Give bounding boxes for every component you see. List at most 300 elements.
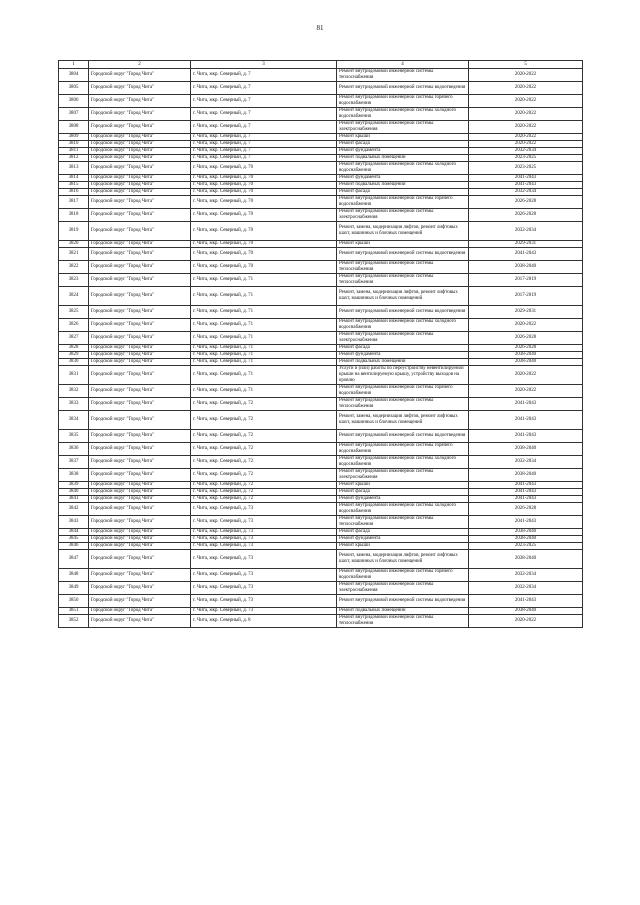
municipality-cell: Городской округ "Город Чита"	[89, 595, 191, 608]
work-type-cell: Ремонт внутридомовой инженерной системы горячего водоснабжения	[337, 196, 469, 209]
row-number: 3816	[59, 189, 89, 196]
period-cell: 2020-2022	[469, 615, 583, 628]
municipality-cell: Городской округ "Город Чита"	[89, 385, 191, 398]
period-cell: 2041-2043	[469, 430, 583, 443]
work-type-cell: Ремонт фундамента	[337, 352, 469, 359]
municipality-cell: Городской округ "Город Чита"	[89, 615, 191, 628]
period-cell: 2038-2040	[469, 443, 583, 456]
work-type-cell: Ремонт внутридомовой инженерной системы холодного водоснабжения	[337, 503, 469, 516]
period-cell: 2032-2034	[469, 189, 583, 196]
row-number: 3848	[59, 569, 89, 582]
table-row	[59, 108, 583, 121]
municipality-cell: Городской округ "Город Чита"	[89, 569, 191, 582]
work-type-cell: Ремонт крыши	[337, 241, 469, 248]
municipality-cell: Городской округ "Город Чита"	[89, 550, 191, 569]
work-type-cell: Ремонт внутридомовой инженерной системы электроснабжения	[337, 582, 469, 595]
work-type-cell: Ремонт внутридомовой инженерной системы водоотведения	[337, 306, 469, 319]
work-type-cell: Ремонт подвальных помещений	[337, 182, 469, 189]
table-row	[59, 261, 583, 274]
table-row	[59, 529, 583, 536]
table-body	[59, 61, 583, 628]
address-cell: г. Чита, мкр. Северный, д. 72	[191, 489, 337, 496]
municipality-cell: Городской округ "Город Чита"	[89, 398, 191, 411]
work-type-cell: Ремонт внутридомовой инженерной системы электроснабжения	[337, 121, 469, 134]
row-number: 3851	[59, 608, 89, 615]
municipality-cell: Городской округ "Город Чита"	[89, 366, 191, 385]
municipality-cell: Городской округ "Город Чита"	[89, 319, 191, 332]
row-number: 3830	[59, 359, 89, 366]
address-cell: г. Чита, мкр. Северный, д. 7	[191, 82, 337, 95]
row-number: 3823	[59, 274, 89, 287]
municipality-cell: Городской округ "Город Чита"	[89, 196, 191, 209]
row-number: 3822	[59, 261, 89, 274]
work-type-cell: Ремонт внутридомовой инженерной системы водоотведения	[337, 595, 469, 608]
period-cell: 2038-2040	[469, 261, 583, 274]
row-number: 3845	[59, 536, 89, 543]
table-row	[59, 543, 583, 550]
municipality-cell: Городской округ "Город Чита"	[89, 182, 191, 189]
address-cell: г. Чита, мкр. Северный, д. 73	[191, 516, 337, 529]
table-row	[59, 550, 583, 569]
table-row	[59, 175, 583, 182]
municipality-cell: Городской округ "Город Чита"	[89, 148, 191, 155]
row-number: 3809	[59, 134, 89, 141]
work-type-cell: Ремонт фасада	[337, 345, 469, 352]
work-type-cell: Ремонт внутридомовой инженерной системы водоотведения	[337, 82, 469, 95]
municipality-cell: Городской округ "Город Чита"	[89, 345, 191, 352]
table-row	[59, 141, 583, 148]
period-cell: 2020-2022	[469, 134, 583, 141]
address-cell: г. Чита, мкр. Северный, д. 72	[191, 469, 337, 482]
municipality-cell: Городской округ "Город Чита"	[89, 287, 191, 306]
work-type-cell: Ремонт внутридомовой инженерной системы водоотведения	[337, 248, 469, 261]
work-type-cell: Ремонт, замена, модернизация лифтов, ремонт лифтовых шахт, машинных и блочных помещений	[337, 222, 469, 241]
address-cell: г. Чита, мкр. Северный, д. 72	[191, 398, 337, 411]
address-cell: г. Чита, мкр. Северный, д. 7	[191, 141, 337, 148]
table-row	[59, 352, 583, 359]
period-cell: 2020-2022	[469, 121, 583, 134]
table-row	[59, 469, 583, 482]
municipality-cell: Городской округ "Город Чита"	[89, 332, 191, 345]
period-cell: 2023-2025	[469, 543, 583, 550]
work-type-cell: Ремонт фасада	[337, 489, 469, 496]
table-row	[59, 482, 583, 489]
row-number: 3817	[59, 196, 89, 209]
work-type-cell: Ремонт внутридомовой инженерной системы электроснабжения	[337, 332, 469, 345]
address-cell: г. Чита, мкр. Северный, д. 71	[191, 287, 337, 306]
address-cell: г. Чита, мкр. Северный, д. 71	[191, 274, 337, 287]
municipality-cell: Городской округ "Город Чита"	[89, 430, 191, 443]
row-number: 3806	[59, 95, 89, 108]
period-cell: 2017-2019	[469, 274, 583, 287]
table-row	[59, 69, 583, 82]
period-cell: 2041-2043	[469, 482, 583, 489]
address-cell: г. Чита, мкр. Северный, д. 70	[191, 222, 337, 241]
work-type-cell: Ремонт внутридомовой инженерной системы теплоснабжения	[337, 398, 469, 411]
address-cell: г. Чита, мкр. Северный, д. 70	[191, 261, 337, 274]
row-number: 3839	[59, 482, 89, 489]
municipality-cell: Городской округ "Город Чита"	[89, 155, 191, 162]
table-row	[59, 608, 583, 615]
table-row	[59, 345, 583, 352]
work-type-cell: Ремонт фасада	[337, 529, 469, 536]
table-row	[59, 366, 583, 385]
row-number: 3846	[59, 543, 89, 550]
table-row	[59, 516, 583, 529]
address-cell: г. Чита, мкр. Северный, д. 71	[191, 359, 337, 366]
work-type-cell: Ремонт внутридомовой инженерной системы холодного водоснабжения	[337, 319, 469, 332]
row-number: 3814	[59, 175, 89, 182]
row-number: 3835	[59, 430, 89, 443]
row-number: 3847	[59, 550, 89, 569]
period-cell: 2041-2043	[469, 489, 583, 496]
municipality-cell: Городской округ "Город Чита"	[89, 95, 191, 108]
period-cell: 2041-2043	[469, 516, 583, 529]
period-cell: 2032-2034	[469, 148, 583, 155]
table-row	[59, 248, 583, 261]
address-cell: г. Чита, мкр. Северный, д. 71	[191, 306, 337, 319]
address-cell: г. Чита, мкр. Северный, д. 70	[191, 182, 337, 189]
table-row	[59, 287, 583, 306]
work-type-cell: Ремонт внутридомовой инженерной системы горячего водоснабжения	[337, 95, 469, 108]
address-cell: г. Чита, мкр. Северный, д. 73	[191, 529, 337, 536]
row-number: 3815	[59, 182, 89, 189]
table-row	[59, 359, 583, 366]
address-cell: г. Чита, мкр. Северный, д. 72	[191, 456, 337, 469]
table-row	[59, 241, 583, 248]
row-number: 3844	[59, 529, 89, 536]
work-type-cell: Ремонт подвальных помещений	[337, 359, 469, 366]
row-number: 3810	[59, 141, 89, 148]
work-type-cell: Ремонт фундамента	[337, 536, 469, 543]
row-number: 3829	[59, 352, 89, 359]
work-type-cell: Ремонт внутридомовой инженерной системы электроснабжения	[337, 469, 469, 482]
table-row	[59, 615, 583, 628]
work-type-cell: Ремонт внутридомовой инженерной системы теплоснабжения	[337, 69, 469, 82]
row-number: 3850	[59, 595, 89, 608]
municipality-cell: Городской округ "Город Чита"	[89, 469, 191, 482]
table-row	[59, 430, 583, 443]
column-header: 2	[89, 61, 191, 69]
municipality-cell: Городской округ "Город Чита"	[89, 543, 191, 550]
municipality-cell: Городской округ "Город Чита"	[89, 503, 191, 516]
row-number: 3804	[59, 69, 89, 82]
table-row	[59, 411, 583, 430]
address-cell: г. Чита, мкр. Северный, д. 70	[191, 175, 337, 182]
work-type-cell: Ремонт фундамента	[337, 175, 469, 182]
address-cell: г. Чита, мкр. Северный, д. 70	[191, 196, 337, 209]
period-cell: 2038-2040	[469, 359, 583, 366]
table-row	[59, 196, 583, 209]
row-number: 3819	[59, 222, 89, 241]
table-row	[59, 82, 583, 95]
period-cell: 2017-2019	[469, 287, 583, 306]
period-cell: 2026-2028	[469, 209, 583, 222]
work-type-cell: Ремонт внутридомовой инженерной системы холодного водоснабжения	[337, 108, 469, 121]
column-header: 3	[191, 61, 337, 69]
municipality-cell: Городской округ "Город Чита"	[89, 482, 191, 489]
row-number: 3813	[59, 162, 89, 175]
municipality-cell: Городской округ "Город Чита"	[89, 274, 191, 287]
period-cell: 2041-2043	[469, 248, 583, 261]
address-cell: г. Чита, мкр. Северный, д. 72	[191, 482, 337, 489]
work-type-cell: Услуги и (или) работы по переустройству невентилируемой крыши на вентилируемую крышу, устройству выходов на кровлю	[337, 366, 469, 385]
period-cell: 2038-2040	[469, 529, 583, 536]
period-cell: 2023-2025	[469, 162, 583, 175]
period-cell: 2038-2040	[469, 469, 583, 482]
municipality-cell: Городской округ "Город Чита"	[89, 82, 191, 95]
table-row	[59, 319, 583, 332]
address-cell: г. Чита, мкр. Северный, д. 71	[191, 366, 337, 385]
work-type-cell: Ремонт внутридомовой инженерной системы горячего водоснабжения	[337, 385, 469, 398]
capital-repair-table	[58, 60, 583, 628]
municipality-cell: Городской округ "Город Чита"	[89, 69, 191, 82]
work-type-cell: Ремонт фундамента	[337, 148, 469, 155]
municipality-cell: Городской округ "Город Чита"	[89, 536, 191, 543]
municipality-cell: Городской округ "Город Чита"	[89, 209, 191, 222]
work-type-cell: Ремонт фасада	[337, 141, 469, 148]
row-number: 3837	[59, 456, 89, 469]
address-cell: г. Чита, мкр. Северный, д. 72	[191, 430, 337, 443]
period-cell: 2020-2022	[469, 385, 583, 398]
row-number: 3811	[59, 148, 89, 155]
row-number: 3826	[59, 319, 89, 332]
row-number: 3843	[59, 516, 89, 529]
address-cell: г. Чита, мкр. Северный, д. 73	[191, 595, 337, 608]
table-row	[59, 582, 583, 595]
work-type-cell: Ремонт подвальных помещений	[337, 155, 469, 162]
table-row	[59, 182, 583, 189]
work-type-cell: Ремонт фундамента	[337, 496, 469, 503]
table-row	[59, 148, 583, 155]
period-cell: 2038-2040	[469, 608, 583, 615]
table-row	[59, 306, 583, 319]
address-cell: г. Чита, мкр. Северный, д. 73	[191, 569, 337, 582]
period-cell: 2041-2043	[469, 175, 583, 182]
table-row	[59, 398, 583, 411]
work-type-cell: Ремонт внутридомовой инженерной системы горячего водоснабжения	[337, 443, 469, 456]
table-row	[59, 536, 583, 543]
work-type-cell: Ремонт крыши	[337, 134, 469, 141]
row-number: 3840	[59, 489, 89, 496]
work-type-cell: Ремонт крыши	[337, 543, 469, 550]
table-row	[59, 95, 583, 108]
period-cell: 2026-2028	[469, 503, 583, 516]
work-type-cell: Ремонт внутридомовой инженерной системы электроснабжения	[337, 209, 469, 222]
table-row	[59, 569, 583, 582]
table-row	[59, 222, 583, 241]
work-type-cell: Ремонт внутридомовой инженерной системы теплоснабжения	[337, 615, 469, 628]
address-cell: г. Чита, мкр. Северный, д. 7	[191, 148, 337, 155]
column-header: 1	[59, 61, 89, 69]
address-cell: г. Чита, мкр. Северный, д. 73	[191, 582, 337, 595]
period-cell: 2020-2022	[469, 69, 583, 82]
work-type-cell: Ремонт крыши	[337, 482, 469, 489]
table-row	[59, 489, 583, 496]
row-number: 3849	[59, 582, 89, 595]
work-type-cell: Ремонт, замена, модернизация лифтов, ремонт лифтовых шахт, машинных и блочных помещений	[337, 550, 469, 569]
address-cell: г. Чита, мкр. Северный, д. 70	[191, 248, 337, 261]
address-cell: г. Чита, мкр. Северный, д. 70	[191, 189, 337, 196]
table-header-row	[59, 61, 583, 69]
work-type-cell: Ремонт внутридомовой инженерной системы теплоснабжения	[337, 516, 469, 529]
municipality-cell: Городской округ "Город Чита"	[89, 352, 191, 359]
period-cell: 2032-2034	[469, 456, 583, 469]
column-header: 5	[469, 61, 583, 69]
address-cell: г. Чита, мкр. Северный, д. 70	[191, 209, 337, 222]
work-type-cell: Ремонт подвальных помещений	[337, 608, 469, 615]
address-cell: г. Чита, мкр. Северный, д. 73	[191, 608, 337, 615]
table-row	[59, 332, 583, 345]
work-type-cell: Ремонт внутридомовой инженерной системы холодного водоснабжения	[337, 162, 469, 175]
period-cell: 2038-2040	[469, 550, 583, 569]
municipality-cell: Городской округ "Город Чита"	[89, 261, 191, 274]
period-cell: 2026-2028	[469, 345, 583, 352]
address-cell: г. Чита, мкр. Северный, д. 73	[191, 536, 337, 543]
row-number: 3836	[59, 443, 89, 456]
address-cell: г. Чита, мкр. Северный, д. 7	[191, 134, 337, 141]
period-cell: 2020-2022	[469, 141, 583, 148]
table-row	[59, 209, 583, 222]
period-cell: 2041-2043	[469, 182, 583, 189]
municipality-cell: Городской округ "Город Чита"	[89, 582, 191, 595]
period-cell: 2020-2022	[469, 95, 583, 108]
address-cell: г. Чита, мкр. Северный, д. 72	[191, 496, 337, 503]
row-number: 3808	[59, 121, 89, 134]
table-row	[59, 503, 583, 516]
table-row	[59, 162, 583, 175]
table-row	[59, 443, 583, 456]
row-number: 3832	[59, 385, 89, 398]
period-cell: 2041-2043	[469, 595, 583, 608]
address-cell: г. Чита, мкр. Северный, д. 73	[191, 543, 337, 550]
period-cell: 2029-2031	[469, 306, 583, 319]
period-cell: 2020-2022	[469, 319, 583, 332]
period-cell: 2041-2043	[469, 496, 583, 503]
work-type-cell: Ремонт внутридомовой инженерной системы холодного водоснабжения	[337, 456, 469, 469]
municipality-cell: Городской округ "Город Чита"	[89, 359, 191, 366]
municipality-cell: Городской округ "Город Чита"	[89, 496, 191, 503]
work-type-cell: Ремонт внутридомовой инженерной системы теплоснабжения	[337, 261, 469, 274]
table-row	[59, 121, 583, 134]
work-type-cell: Ремонт внутридомовой инженерной системы теплоснабжения	[337, 274, 469, 287]
row-number: 3812	[59, 155, 89, 162]
work-type-cell: Ремонт внутридомовой инженерной системы водоотведения	[337, 430, 469, 443]
address-cell: г. Чита, мкр. Северный, д. 70	[191, 162, 337, 175]
municipality-cell: Городской округ "Город Чита"	[89, 121, 191, 134]
period-cell: 2026-2028	[469, 332, 583, 345]
address-cell: г. Чита, мкр. Северный, д. 70	[191, 241, 337, 248]
column-header: 4	[337, 61, 469, 69]
municipality-cell: Городской округ "Город Чита"	[89, 306, 191, 319]
address-cell: г. Чита, мкр. Северный, д. 72	[191, 443, 337, 456]
municipality-cell: Городской округ "Город Чита"	[89, 162, 191, 175]
period-cell: 2038-2040	[469, 352, 583, 359]
table-row	[59, 155, 583, 162]
municipality-cell: Городской округ "Город Чита"	[89, 443, 191, 456]
table-row	[59, 274, 583, 287]
period-cell: 2020-2022	[469, 82, 583, 95]
period-cell: 2032-2034	[469, 222, 583, 241]
table-row	[59, 496, 583, 503]
row-number: 3841	[59, 496, 89, 503]
period-cell: 2032-2034	[469, 582, 583, 595]
row-number: 3824	[59, 287, 89, 306]
address-cell: г. Чита, мкр. Северный, д. 71	[191, 319, 337, 332]
municipality-cell: Городской округ "Город Чита"	[89, 189, 191, 196]
municipality-cell: Городской округ "Город Чита"	[89, 411, 191, 430]
table-row	[59, 385, 583, 398]
work-type-cell: Ремонт фасада	[337, 189, 469, 196]
row-number: 3833	[59, 398, 89, 411]
address-cell: г. Чита, мкр. Северный, д. 7	[191, 155, 337, 162]
address-cell: г. Чита, мкр. Северный, д. 7	[191, 95, 337, 108]
address-cell: г. Чита, мкр. Северный, д. 7	[191, 69, 337, 82]
row-number: 3831	[59, 366, 89, 385]
row-number: 3834	[59, 411, 89, 430]
table-row	[59, 456, 583, 469]
table-row	[59, 189, 583, 196]
municipality-cell: Городской округ "Город Чита"	[89, 108, 191, 121]
period-cell: 2032-2034	[469, 569, 583, 582]
row-number: 3821	[59, 248, 89, 261]
municipality-cell: Городской округ "Город Чита"	[89, 489, 191, 496]
row-number: 3805	[59, 82, 89, 95]
period-cell: 2020-2022	[469, 366, 583, 385]
municipality-cell: Городской округ "Город Чита"	[89, 608, 191, 615]
row-number: 3807	[59, 108, 89, 121]
municipality-cell: Городской округ "Город Чита"	[89, 134, 191, 141]
address-cell: г. Чита, мкр. Северный, д. 8	[191, 615, 337, 628]
municipality-cell: Городской округ "Город Чита"	[89, 248, 191, 261]
row-number: 3827	[59, 332, 89, 345]
municipality-cell: Городской округ "Город Чита"	[89, 141, 191, 148]
address-cell: г. Чита, мкр. Северный, д. 7	[191, 108, 337, 121]
period-cell: 2029-2031	[469, 241, 583, 248]
address-cell: г. Чита, мкр. Северный, д. 72	[191, 411, 337, 430]
address-cell: г. Чита, мкр. Северный, д. 7	[191, 121, 337, 134]
address-cell: г. Чита, мкр. Северный, д. 71	[191, 385, 337, 398]
period-cell: 2038-2040	[469, 536, 583, 543]
municipality-cell: Городской округ "Город Чита"	[89, 456, 191, 469]
row-number: 3820	[59, 241, 89, 248]
municipality-cell: Городской округ "Город Чита"	[89, 529, 191, 536]
municipality-cell: Городской округ "Город Чита"	[89, 222, 191, 241]
row-number: 3828	[59, 345, 89, 352]
work-type-cell: Ремонт, замена, модернизация лифтов, ремонт лифтовых шахт, машинных и блочных помещений	[337, 411, 469, 430]
period-cell: 2041-2043	[469, 411, 583, 430]
municipality-cell: Городской округ "Город Чита"	[89, 516, 191, 529]
address-cell: г. Чита, мкр. Северный, д. 73	[191, 503, 337, 516]
address-cell: г. Чита, мкр. Северный, д. 71	[191, 345, 337, 352]
table-row	[59, 595, 583, 608]
address-cell: г. Чита, мкр. Северный, д. 71	[191, 352, 337, 359]
period-cell: 2023-2025	[469, 155, 583, 162]
work-type-cell: Ремонт, замена, модернизация лифтов, ремонт лифтовых шахт, машинных и блочных помещений	[337, 287, 469, 306]
municipality-cell: Городской округ "Город Чита"	[89, 175, 191, 182]
row-number: 3838	[59, 469, 89, 482]
period-cell: 2020-2022	[469, 108, 583, 121]
address-cell: г. Чита, мкр. Северный, д. 73	[191, 550, 337, 569]
row-number: 3852	[59, 615, 89, 628]
row-number: 3818	[59, 209, 89, 222]
table-row	[59, 134, 583, 141]
work-type-cell: Ремонт внутридомовой инженерной системы горячего водоснабжения	[337, 569, 469, 582]
period-cell: 2026-2028	[469, 196, 583, 209]
address-cell: г. Чита, мкр. Северный, д. 71	[191, 332, 337, 345]
municipality-cell: Городской округ "Город Чита"	[89, 241, 191, 248]
period-cell: 2041-2043	[469, 398, 583, 411]
